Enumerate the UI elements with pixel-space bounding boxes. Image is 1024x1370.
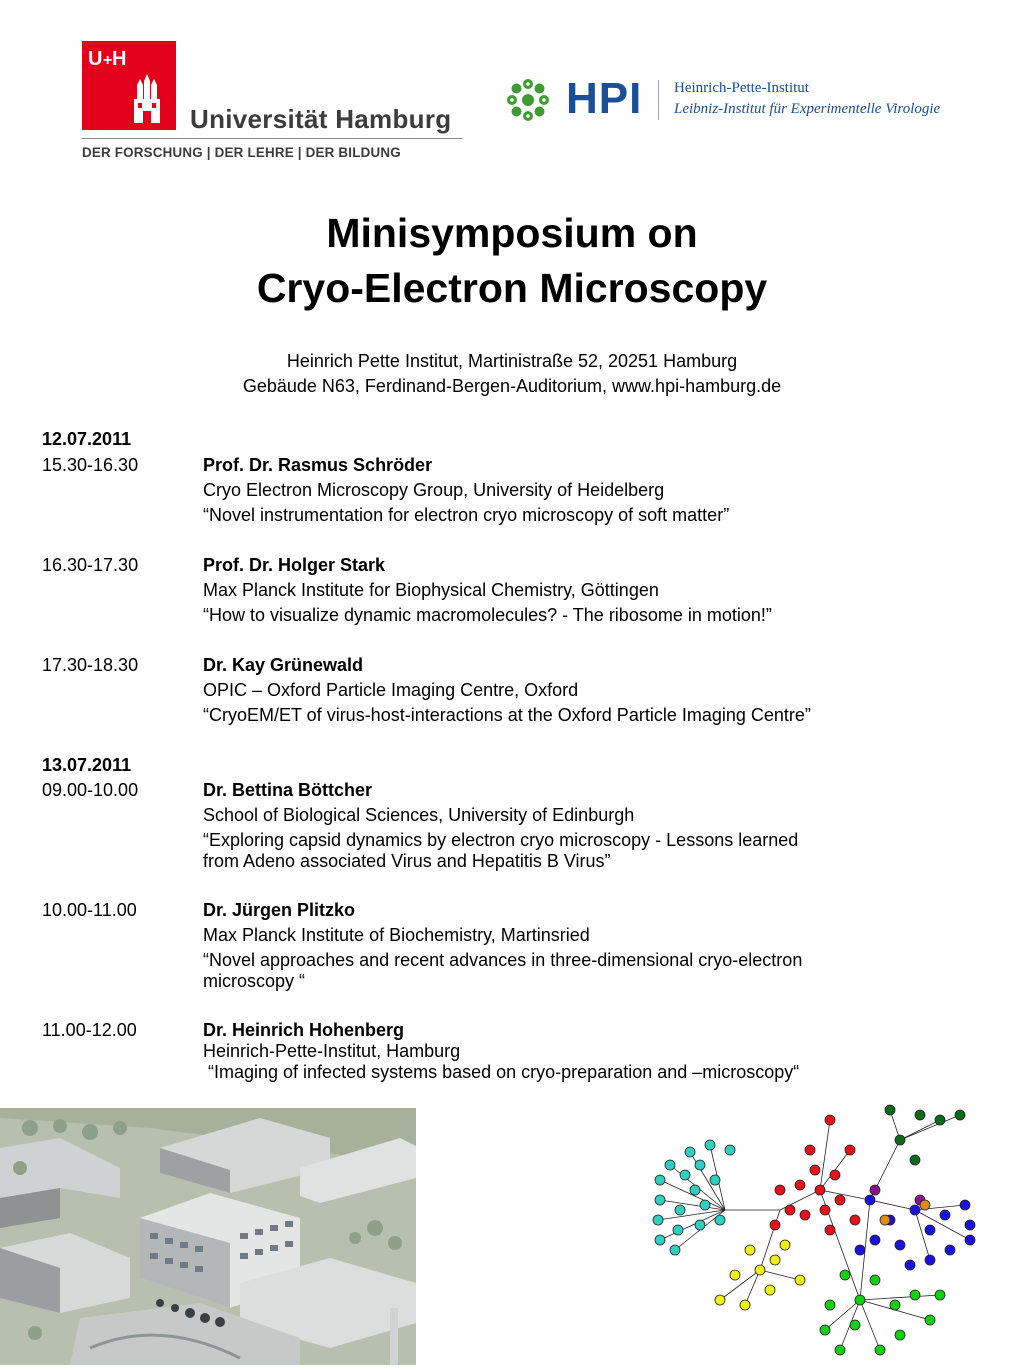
day1-date: 12.07.2011 (42, 429, 132, 449)
talk-title-cont: microscopy “ (203, 971, 306, 991)
talk-affiliation: Heinrich-Pette-Institut, Hamburg (203, 1041, 461, 1061)
talk-speaker: Dr. Jürgen Plitzko (203, 900, 356, 920)
svg-text:H: H (112, 48, 127, 70)
talk-title: “Novel instrumentation for electron cryo microscopy of soft matter” (203, 505, 730, 525)
day2-date: 13.07.2011 (42, 755, 132, 775)
campus-rendering-image (0, 1108, 416, 1365)
talk-time: 17.30-18.30 (42, 655, 139, 675)
protein-interaction-network-icon (630, 1090, 985, 1365)
talk-affiliation: School of Biological Sciences, University of Edinburgh (203, 805, 635, 825)
talk-affiliation: OPIC – Oxford Particle Imaging Centre, Oxford (203, 680, 579, 700)
talk-speaker: Dr. Bettina Böttcher (203, 780, 373, 800)
uhh-crest-icon (82, 41, 176, 130)
svg-text:+: + (103, 52, 113, 69)
network-graph-image (630, 1090, 985, 1365)
campus-rendering-icon (0, 1108, 416, 1365)
talk-time: 15.30-16.30 (42, 455, 139, 475)
hpi-virus-icon (504, 76, 552, 124)
talk-title: “Novel approaches and recent advances in three-dimensional cryo-electron (203, 950, 803, 970)
venue-address: Heinrich Pette Institut, Martinistraße 52, 20251 Hamburg (286, 351, 738, 371)
uhh-divider (82, 138, 462, 139)
hpi-subtitle: Leibniz-Institut für Experimentelle Virologie (674, 101, 941, 117)
uhh-name: Universität Hamburg (190, 104, 452, 134)
venue-room: Gebäude N63, Ferdinand-Bergen-Auditorium, www.hpi-hamburg.de (242, 376, 782, 396)
page-title-line2: Cryo-Electron Microscopy (256, 265, 768, 311)
talk-title: “How to visualize dynamic macromolecules? - The ribosome in motion!” (203, 605, 772, 625)
talk-title: “CryoEM/ET of virus-host-interactions at the Oxford Particle Imaging Centre” (203, 705, 811, 725)
page-title-line1: Minisymposium on (326, 210, 698, 256)
talk-title-cont: from Adeno associated Virus and Hepatitis B Virus” (203, 851, 611, 871)
uhh-tagline: DER FORSCHUNG | DER LEHRE | DER BILDUNG (82, 145, 401, 160)
uhh-logo-mark (82, 41, 176, 130)
talk-speaker: Prof. Dr. Holger Stark (203, 555, 386, 575)
talk-time: 10.00-11.00 (42, 900, 137, 920)
hpi-name: Heinrich-Pette-Institut (674, 80, 809, 96)
talk-time: 09.00-10.00 (42, 780, 139, 800)
talk-time: 11.00-12.00 (42, 1020, 137, 1040)
hpi-acronym: HPI (566, 74, 643, 123)
talk-affiliation: Max Planck Institute of Biochemistry, Martinsried (203, 925, 590, 945)
talk-speaker: Prof. Dr. Rasmus Schröder (203, 455, 433, 475)
talk-title: “Imaging of infected systems based on cryo-preparation and –microscopy“ (203, 1062, 800, 1082)
talk-affiliation: Max Planck Institute for Biophysical Chemistry, Göttingen (203, 580, 659, 600)
talk-speaker: Dr. Kay Grünewald (203, 655, 364, 675)
hpi-divider (658, 80, 659, 120)
talk-title: “Exploring capsid dynamics by electron cryo microscopy - Lessons learned (203, 830, 799, 850)
talk-affiliation: Cryo Electron Microscopy Group, University of Heidelberg (203, 480, 665, 500)
talk-speaker: Dr. Heinrich Hohenberg (203, 1020, 405, 1040)
talk-time: 16.30-17.30 (42, 555, 139, 575)
svg-text:U: U (88, 48, 103, 70)
